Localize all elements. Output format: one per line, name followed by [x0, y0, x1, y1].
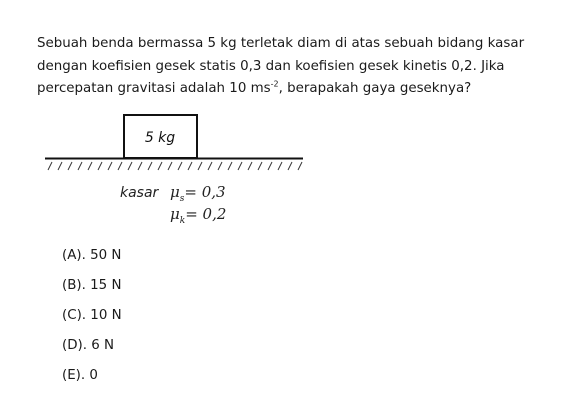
- surface-hatching: [48, 162, 302, 170]
- hatch-mark: [238, 162, 242, 170]
- static-coefficient: [170, 183, 226, 204]
- hatch-mark: [138, 162, 142, 170]
- mu-static-symbol: μ: [170, 183, 180, 201]
- hatch-mark: [298, 162, 302, 170]
- kinetic-subscript: k: [179, 216, 186, 226]
- option-c[interactable]: (C). 10 N: [62, 308, 122, 323]
- hatch-mark: [48, 162, 52, 170]
- kinetic-coefficient: [170, 205, 226, 226]
- hatch-mark: [58, 162, 62, 170]
- hatch-mark: [118, 162, 122, 170]
- question-text: [37, 33, 557, 101]
- question-text-main: Sebuah benda bermassa 5 kg terletak diam di atas sebuah bidang kasar dengan koefisien gesek statis 0,3 dan koefisien gesek kinetis 0,2. Jika percepatan gravitasi adalah 10 ms: [37, 36, 525, 96]
- hatch-mark: [218, 162, 222, 170]
- answer-options: [62, 245, 122, 395]
- hatch-mark: [188, 162, 192, 170]
- hatch-mark: [128, 162, 132, 170]
- hatch-mark: [208, 162, 212, 170]
- question-text-end: , berapakah gaya geseknya?: [278, 81, 472, 96]
- hatch-mark: [88, 162, 92, 170]
- hatch-mark: [168, 162, 172, 170]
- hatch-mark: [108, 162, 112, 170]
- friction-diagram-svg: [40, 110, 310, 235]
- friction-diagram: [40, 110, 310, 235]
- hatch-mark: [148, 162, 152, 170]
- hatch-mark: [198, 162, 202, 170]
- option-e[interactable]: (E). 0: [62, 368, 98, 383]
- hatch-mark: [278, 162, 282, 170]
- option-a[interactable]: (A). 50 N: [62, 248, 122, 263]
- static-value: = 0,3: [184, 183, 226, 201]
- hatch-mark: [228, 162, 232, 170]
- hatch-mark: [268, 162, 272, 170]
- option-d[interactable]: (D). 6 N: [62, 338, 115, 353]
- hatch-mark: [78, 162, 82, 170]
- block-mass-label: 5 kg: [144, 130, 176, 146]
- static-subscript: s: [179, 194, 185, 204]
- surface-label: kasar: [120, 185, 159, 201]
- hatch-mark: [248, 162, 252, 170]
- hatch-mark: [98, 162, 102, 170]
- mu-kinetic-symbol: μ: [170, 205, 180, 223]
- hatch-mark: [178, 162, 182, 170]
- hatch-mark: [258, 162, 262, 170]
- exponent: -2: [270, 79, 279, 89]
- kinetic-value: = 0,2: [185, 205, 227, 223]
- option-b[interactable]: (B). 15 N: [62, 278, 122, 293]
- hatch-mark: [288, 162, 292, 170]
- hatch-mark: [158, 162, 162, 170]
- hatch-mark: [68, 162, 72, 170]
